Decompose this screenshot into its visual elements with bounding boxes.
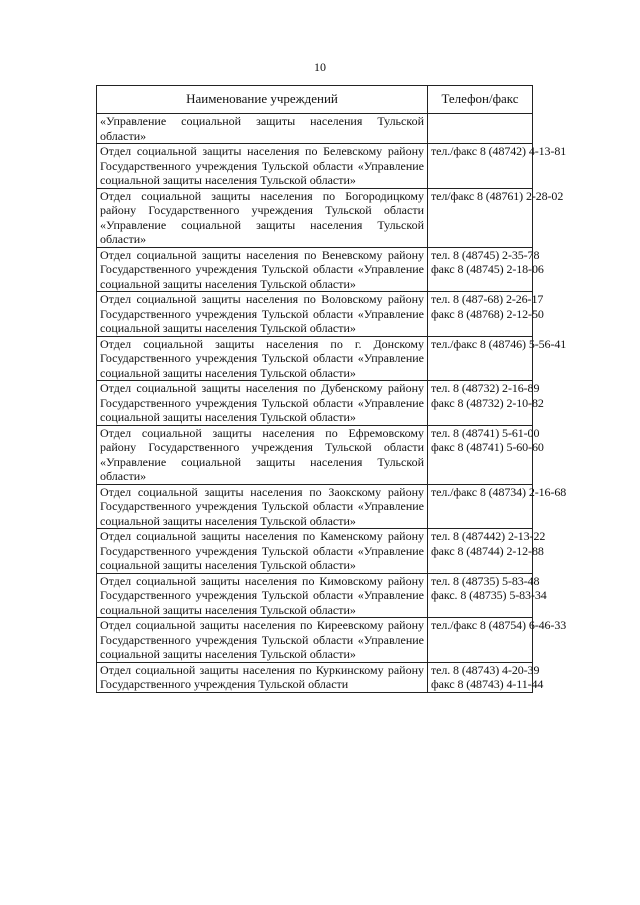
institution-phone [428, 114, 533, 144]
table-row [97, 381, 533, 426]
table-row [97, 573, 533, 618]
institution-phone [428, 247, 544, 292]
institution-name: Отдел социальной защиты населения по Белевскому району Государственного учреждения Тульской области «Управление социальной защиты населения Тульской области» [97, 144, 428, 189]
table-row [97, 114, 533, 144]
table-row [97, 144, 533, 189]
institution-name: Отдел социальной защиты населения по Дубенскому району Государственного учреждения Тульской области «Управление социальной защиты населения Тульской области» [97, 381, 428, 426]
phone-line: тел./факс 8 (48742) 4-13-81 [431, 144, 567, 158]
table-row [97, 247, 533, 292]
phone-line: тел./факс 8 (48734) 2-16-68 [431, 484, 567, 499]
institution-phone [428, 529, 546, 574]
phone-line: тел. 8 (48741) 5-61-00 [431, 425, 540, 440]
institution-name: Отдел социальной защиты населения по Каменскому району Государственного учреждения Тульской области «Управление социальной защиты населения Тульской области» [97, 529, 428, 574]
institution-name: «Управление социальной защиты населения Тульской области» [97, 114, 428, 144]
institution-phone [428, 573, 547, 618]
table-row [97, 188, 533, 247]
table-row [97, 425, 533, 484]
institution-phone [428, 144, 567, 189]
table-row [97, 618, 533, 663]
institution-phone [428, 618, 567, 663]
phone-line: факс 8 (48732) 2-10-82 [431, 395, 544, 410]
phone-line: факс 8 (48745) 2-18-06 [431, 262, 544, 276]
phone-line: факс 8 (48743) 4-11-44 [431, 677, 544, 691]
table-row [97, 662, 533, 692]
header-phone: Телефон/факс [428, 86, 533, 114]
phone-line: тел. 8 (48732) 2-16-89 [431, 381, 540, 395]
page-number: 10 [314, 60, 326, 74]
institution-name: Отдел социальной защиты населения по Заокскому району Государственного учреждения Тульской области «Управление социальной защиты населения Тульской области» [97, 484, 428, 529]
table-row [97, 529, 533, 574]
institution-name: Отдел социальной защиты населения по Кимовскому району Государственного учреждения Тульской области «Управление социальной защиты населения Тульской области» [97, 573, 428, 618]
table-body [97, 114, 567, 693]
institution-phone [428, 381, 544, 426]
table-row [97, 484, 533, 529]
institution-phone [428, 425, 544, 484]
institutions-table [96, 85, 567, 693]
institution-name: Отдел социальной защиты населения по Киреевскому району Государственного учреждения Тульской области «Управление социальной защиты населения Тульской области» [97, 618, 428, 663]
institution-phone [428, 484, 567, 529]
phone-line: тел. 8 (487-68) 2-26-17 [431, 292, 544, 306]
phone-line: тел./факс 8 (48754) 6-46-33 [431, 618, 567, 632]
phone-line: факс 8 (48744) 2-12-88 [431, 543, 544, 558]
phone-line: тел. 8 (48735) 5-83-48 [431, 573, 540, 588]
phone-line: тел./факс 8 (48746) 5-56-41 [431, 336, 567, 351]
institution-name: Отдел социальной защиты населения по г. Донскому Государственного учреждения Тульской области «Управление социальной защиты населения Тульской области» [97, 336, 428, 381]
institution-name: Отдел социальной защиты населения по Воловскому району Государственного учреждения Тульской области «Управление социальной защиты населения Тульской области» [97, 292, 428, 337]
institution-name: Отдел социальной защиты населения по Веневскому району Государственного учреждения Тульской области «Управление социальной защиты населения Тульской области» [97, 247, 428, 292]
phone-line: тел. 8 (487442) 2-13-22 [431, 529, 546, 543]
table-row [97, 336, 533, 381]
institution-phone [428, 336, 567, 381]
institution-phone [428, 188, 564, 247]
phone-line: тел/факс 8 (48761) 2-28-02 [431, 188, 564, 203]
table-row [97, 292, 533, 337]
phone-line: тел. 8 (48745) 2-35-78 [431, 247, 540, 262]
institution-name: Отдел социальной защиты населения по Богородицкому району Государственного учреждения Тульской области «Управление социальной защиты населения Тульской области» [97, 188, 428, 247]
phone-line: факс. 8 (48735) 5-83-34 [431, 588, 547, 602]
table-header-row [97, 86, 533, 114]
institution-name: Отдел социальной защиты населения по Ефремовскому району Государственного учреждения Тульской области «Управление социальной защиты населения Тульской области» [97, 425, 428, 484]
institution-phone [428, 662, 544, 692]
phone-line: факс 8 (48768) 2-12-50 [431, 306, 544, 321]
institution-name: Отдел социальной защиты населения по Куркинскому району Государственного учреждения Тульской области [97, 662, 428, 692]
phone-line: тел. 8 (48743) 4-20-39 [431, 662, 540, 677]
institution-phone [428, 292, 544, 337]
header-name: Наименование учреждений [97, 86, 428, 114]
phone-line: факс 8 (48741) 5-60-60 [431, 440, 544, 454]
